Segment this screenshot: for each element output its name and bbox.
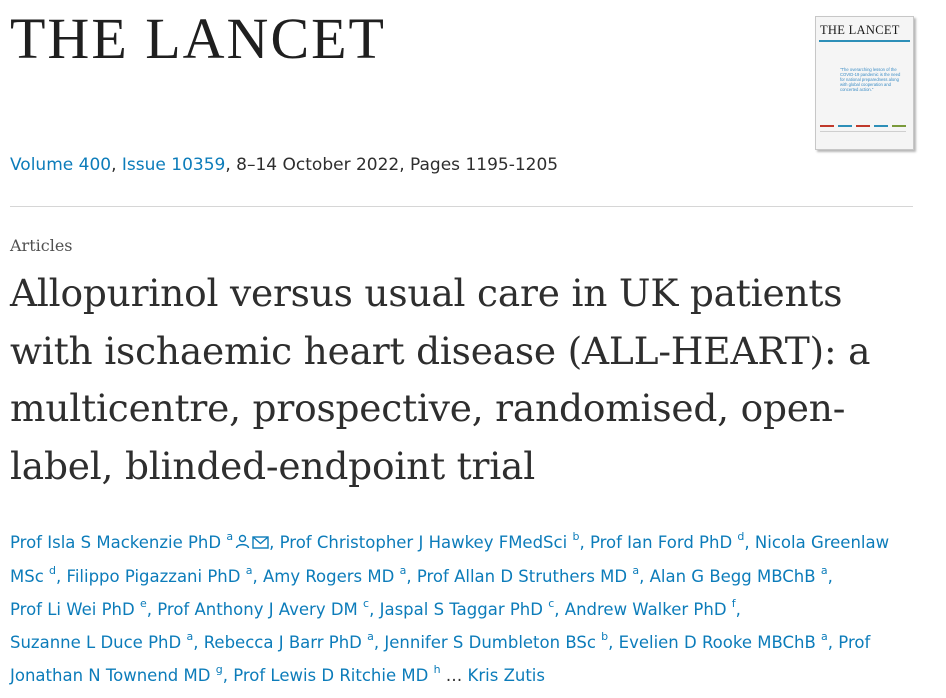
author-link[interactable]: Suzanne L Duce PhD $^a$ xyxy=(10,629,194,652)
journal-masthead[interactable]: THE LANCET xyxy=(10,6,386,71)
author-link[interactable]: Jennifer S Dumbleton BSc $^b$ xyxy=(384,629,609,652)
header-divider xyxy=(10,206,913,207)
author-link[interactable]: Prof Isla S Mackenzie PhD $^a$ xyxy=(10,533,269,552)
show-more-authors[interactable]: … xyxy=(445,666,463,685)
author-link[interactable]: Prof Lewis D Ritchie MD $^h$ xyxy=(233,662,441,685)
issue-details: , 8–14 October 2022, Pages 1195-1205 xyxy=(225,155,559,175)
author-link[interactable]: Evelien D Rooke MBChB $^a$ xyxy=(618,629,828,652)
author-link[interactable]: Prof Jonathan N Townend MD $^g$ xyxy=(10,633,871,685)
author-link[interactable]: Amy Rogers MD $^a$ xyxy=(262,563,407,586)
volume-link[interactable]: Volume 400 xyxy=(10,155,112,175)
email-icon[interactable] xyxy=(252,527,269,560)
cover-title: THE LANCET xyxy=(820,23,900,37)
author-link[interactable]: Prof Anthony J Avery DM $^c$ xyxy=(157,596,370,619)
author-link[interactable]: Filippo Pigazzani PhD $^a$ xyxy=(66,563,253,586)
issue-info xyxy=(10,155,558,175)
cover-footer-stripes xyxy=(820,125,908,135)
article-type: Articles xyxy=(10,236,73,255)
article-title: Allopurinol versus usual care in UK patients with ischaemic heart disease (ALL-HEART): a multicentre, prospective, randomised, open-label, blinded-endpoint trial xyxy=(10,271,871,488)
person-icon[interactable] xyxy=(235,527,250,560)
author-link[interactable]: Nicola Greenlaw MSc $^d$ xyxy=(10,533,890,586)
cover-quote: "The overarching lesson of the COVID-19 pandemic is the need for national preparedness along with global cooperation and concerted action." xyxy=(840,67,901,92)
journal-cover-thumbnail[interactable] xyxy=(815,16,914,150)
author-link[interactable]: Andrew Walker PhD $^f$ xyxy=(564,596,736,619)
author-link[interactable]: Jaspal S Taggar PhD $^c$ xyxy=(379,596,555,619)
author-link[interactable]: Rebecca J Barr PhD $^a$ xyxy=(203,629,374,652)
author-link[interactable]: Kris Zutis xyxy=(467,666,545,685)
author-link[interactable]: Prof Ian Ford PhD $^d$ xyxy=(589,529,745,552)
author-list: Prof Isla S Mackenzie PhD $^a$ , Prof Christopher J Hawkey FMedSci $^b$, Prof Ian Ford PhD $^d$, Nicola Greenlaw MSc $^d$, Filippo Pigazzani PhD $^a$, Amy Rogers MD $^a$, Prof Allan D Struthers MD $^a$, Alan G Begg MBChB $^a$, Prof Li Wei PhD $^e$, Prof Anthony J Avery DM $^c$, Jaspal S Taggar PhD $^c$, Andrew Walker PhD $^f$, Suzanne L Duce PhD $^a$, Rebecca J Barr PhD $^a$, Jennifer S Dumbleton BSc $^b$, Evelien D Rooke MBChB $^a$, Prof Jonathan N Townend MD $^g$, Prof Lewis D Ritchie MD $^h$ … Kris Zutis xyxy=(10,526,925,692)
author-link[interactable]: Prof Li Wei PhD $^e$ xyxy=(10,596,147,619)
volume-issue-separator: , xyxy=(111,155,122,175)
author-link[interactable]: Prof Allan D Struthers MD $^a$ xyxy=(416,563,640,586)
cover-rule xyxy=(819,40,910,42)
author-link[interactable]: Prof Christopher J Hawkey FMedSci $^b$ xyxy=(279,529,580,552)
issue-link[interactable]: Issue 10359 xyxy=(121,155,226,175)
author-link[interactable]: Alan G Begg MBChB $^a$ xyxy=(649,563,828,586)
